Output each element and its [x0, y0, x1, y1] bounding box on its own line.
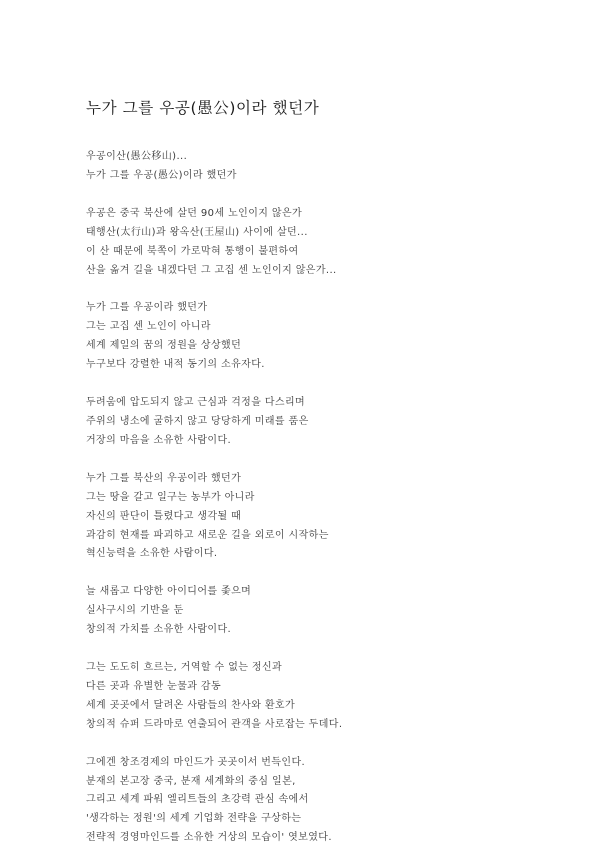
- text-line: 누가 그를 북산의 우공이라 했던가: [86, 472, 242, 484]
- text-line: 자신의 판단이 틀렸다고 생각될 때: [86, 510, 242, 522]
- text-line: 그는 땅을 갈고 일구는 농부가 아니라: [86, 491, 255, 503]
- text-line: 분재의 본고장 중국, 분재 세계화의 중심 일본,: [86, 775, 296, 787]
- document-body: [86, 148, 566, 867]
- text-line: 다른 곳과 유별한 눈물과 감동: [86, 680, 222, 692]
- text-line: 실사구시의 기반을 둔: [86, 605, 184, 617]
- text-line: 세계 제일의 꿈의 정원을 상상했던: [86, 340, 242, 352]
- text-line: 주위의 냉소에 굴하지 않고 당당하게 미래를 품은: [86, 415, 309, 427]
- paragraph: [86, 754, 566, 849]
- paragraph: [86, 205, 566, 281]
- paragraph: [86, 148, 566, 186]
- document-title: 누가 그를 우공(愚公)이라 했던가: [86, 99, 320, 117]
- text-line: 그는 고집 센 노인이 아니라: [86, 321, 211, 333]
- paragraph: [86, 394, 566, 451]
- text-line: 그리고 세계 파워 엘리트들의 초강력 관심 속에서: [86, 794, 309, 806]
- text-line: 창의적 슈퍼 드라마로 연출되어 관객을 사로잡는 두데다.: [86, 718, 343, 730]
- text-line: '생각하는 정원'의 세계 기업화 전략을 구상하는: [86, 813, 302, 825]
- text-line: 거장의 마음을 소유한 사람이다.: [86, 434, 232, 446]
- paragraph: [86, 659, 566, 735]
- text-line: 누구보다 강렬한 내적 동기의 소유자다.: [86, 359, 265, 371]
- text-line: 전략적 경영마인드를 소유한 거상의 모습이' 엿보였다.: [86, 832, 332, 844]
- text-line: 우공이산(愚公移山)...: [86, 151, 188, 162]
- text-line: 혁신능력을 소유한 사람이다.: [86, 548, 218, 560]
- text-line: 창의적 가치를 소유한 사람이다.: [86, 624, 232, 636]
- text-line: 과감히 현재를 파괴하고 새로운 길을 외로이 시작하는: [86, 529, 329, 541]
- text-line: 산을 옮겨 길을 내겠다던 그 고집 센 노인이지 않은가...: [86, 264, 337, 276]
- text-line: 우공은 중국 북산에 살던 90세 노인이지 않은가: [86, 207, 303, 219]
- text-line: 세계 곳곳에서 달려온 사람들의 찬사와 환호가: [86, 699, 296, 711]
- text-line: 누가 그를 우공(愚公)이라 했던가: [86, 169, 237, 181]
- text-line: 그는 도도히 흐르는, 거역할 수 없는 정신과: [86, 662, 283, 674]
- paragraph: [86, 583, 566, 640]
- paragraph: [86, 470, 566, 565]
- text-line: 늘 새롭고 다양한 아이디어를 좇으며: [86, 586, 252, 598]
- text-line: 누가 그를 우공이라 했던가: [86, 302, 208, 314]
- text-line: 이 산 때문에 북쪽이 가로막혀 통행이 불편하여: [86, 245, 299, 257]
- text-line: 두려움에 압도되지 않고 근심과 걱정을 다스리며: [86, 397, 306, 409]
- paragraph: [86, 299, 566, 375]
- text-line: 그에겐 창조경제의 마인드가 곳곳이서 번득인다.: [86, 756, 306, 768]
- text-line: 태행산(太行山)과 왕옥산(王屋山) 사이에 살던...: [86, 226, 308, 238]
